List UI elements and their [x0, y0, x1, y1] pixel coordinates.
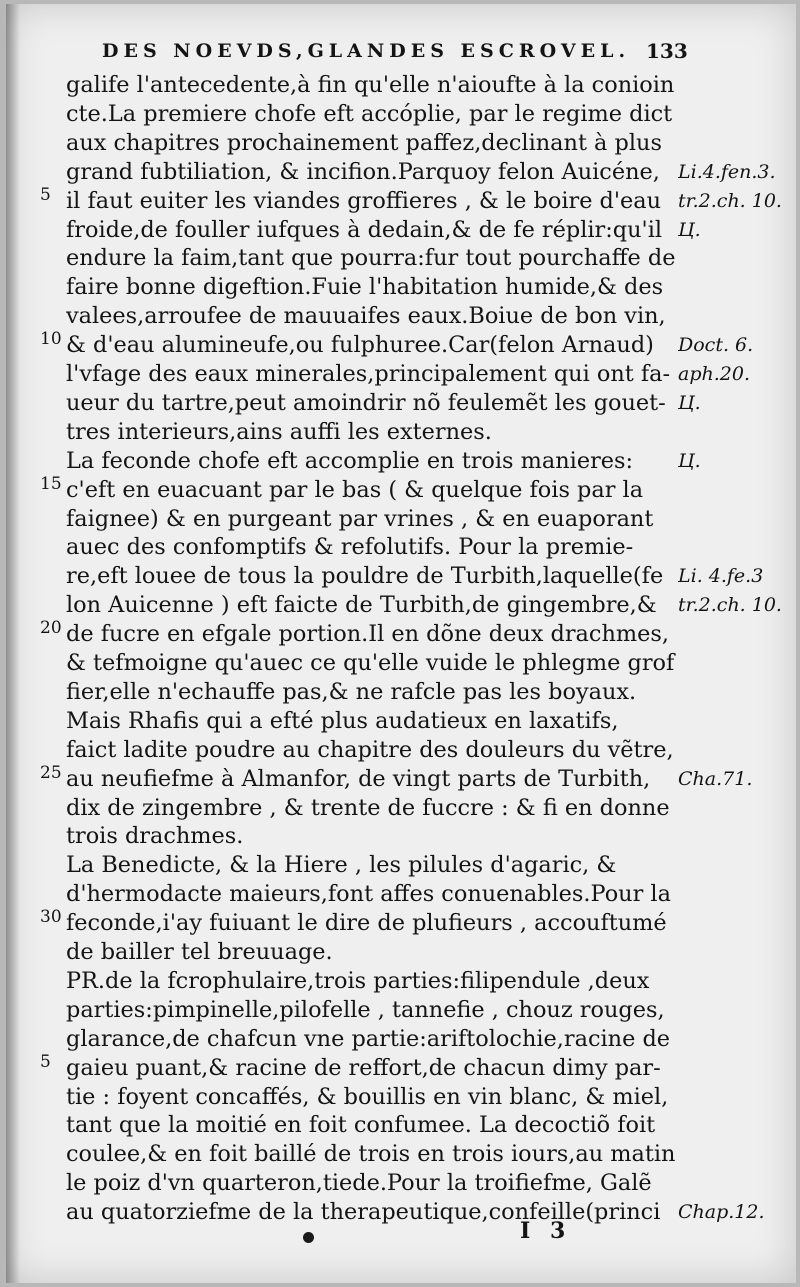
signature-mark: I 3 — [520, 1218, 572, 1244]
marginal-note: Chap.12. — [678, 1201, 765, 1224]
line-number: 15 — [40, 473, 62, 494]
text-line: glarance,de chafcun vne partie:ariftolochie,racine de — [66, 1025, 671, 1052]
text-line: tant que la moitié en foit confumee. La decoctiõ foit — [66, 1112, 656, 1139]
text-line: La feconde chofe eft accomplie en trois manieres: — [66, 447, 634, 474]
text-line: tie : foyent concaffés, & bouillis en vin blanc, & miel, — [66, 1083, 669, 1110]
text-line: dix de zingembre , & trente de fuccre : & fi en donne — [66, 794, 670, 821]
running-head: DES NOEVDS,GLANDES ESCROVEL. — [102, 40, 631, 62]
marginal-note: Ц. — [678, 391, 701, 414]
folio-number: 133 — [646, 39, 688, 63]
text-line: & d'eau alumineufe,ou fulphuree.Car(felon Arnaud) — [66, 332, 654, 359]
text-line: valees,arroufee de mauuaifes eaux.Boiue de bon vin, — [66, 303, 666, 330]
line-number: 30 — [40, 907, 62, 928]
text-line: feconde,i'ay fuiuant le dire de plufieurs , accouftumé — [66, 910, 667, 937]
text-line: il faut euiter les viandes groffieres , & le boire d'eau — [66, 187, 662, 214]
text-line: grand fubtiliation, & incifion.Parquoy felon Auicéne, — [66, 158, 660, 185]
text-line: La Benedicte, & la Hiere , les pilules d'agaric, & — [66, 852, 617, 879]
text-line: endure la faim,tant que pourra:fur tout pourchaffe de — [66, 245, 676, 272]
marginal-note: Li.4.fen.3. — [678, 160, 776, 183]
text-line: tres interieurs,ains auffi les externes. — [66, 418, 492, 445]
book-page — [6, 4, 796, 1283]
gutter-shadow — [6, 4, 20, 1283]
text-line: lon Auicenne ) eft faicte de Turbith,de gingembre,& — [66, 592, 657, 619]
marginal-note: Cha.71. — [678, 767, 753, 790]
marginal-note: tr.2.ch. 10. — [678, 189, 782, 212]
marginal-note: Li. 4.fe.3 — [678, 565, 764, 588]
text-line: de fucre en efgale portion.Il en dõne deux drachmes, — [66, 621, 669, 648]
text-line: re,eft louee de tous la pouldre de Turbith,laquelle(fe — [66, 563, 664, 590]
marginal-note: Doct. 6. — [678, 334, 754, 357]
line-number: 10 — [40, 329, 62, 350]
text-line: PR.de la fcrophulaire,trois parties:filipendule ,deux — [66, 967, 650, 994]
text-line: l'vfage des eaux minerales,principalement qui ont fa- — [66, 361, 671, 387]
text-line: Mais Rhafis qui a efté plus audatieux en laxatifs, — [66, 707, 619, 734]
text-line: gaieu puant,& racine de reffort,de chacun dimy par- — [66, 1054, 661, 1081]
text-line: froide,de fouller iufques à dedain,& de fe réplir:qu'il — [66, 216, 663, 243]
text-line: faict ladite poudre au chapitre des douleurs du vẽtre, — [66, 736, 674, 763]
line-number: 25 — [40, 762, 62, 783]
printer-mark — [303, 1232, 314, 1243]
text-line: cte.La premiere chofe eft accóplie, par le regime dict — [66, 100, 673, 127]
text-line: de bailler tel breuuage. — [66, 939, 333, 965]
text-line: galife l'antecedente,à fin qu'elle n'aioufte à la conioin — [66, 72, 675, 98]
text-line: le poiz d'vn quarteron,tiede.Pour la troifiefme, Galẽ — [66, 1170, 652, 1197]
text-line: au neufiefme à Almanfor, de vingt parts de Turbith, — [66, 765, 651, 792]
text-line: & tefmoigne qu'auec ce qu'elle vuide le phlegme grof — [66, 650, 675, 676]
text-line: parties:pimpinelle,pilofelle , tannefie , chouz rouges, — [66, 996, 665, 1023]
text-line: c'eft en euacuant par le bas ( & quelque fois par la — [66, 476, 644, 503]
text-line: fier,elle n'echauffe pas,& ne rafcle pas les boyaux. — [66, 678, 637, 705]
marginal-note: Ц. — [678, 449, 701, 472]
marginal-note: Ц. — [678, 218, 701, 241]
text-line: aux chapitres prochainement paffez,declinant à plus — [66, 129, 662, 156]
text-line: auec des confomptifs & refolutifs. Pour la premie- — [66, 534, 634, 561]
text-line: faire bonne digeftion.Fuie l'habitation humide,& des — [66, 274, 664, 301]
line-number: 5 — [40, 1051, 51, 1072]
text-line: faignee) & en purgeant par vrines , & en euaporant — [66, 505, 654, 532]
text-line: au quatorziefme de la therapeutique,confeille(princi — [66, 1199, 661, 1226]
line-number: 20 — [40, 618, 62, 639]
text-line: ueur du tartre,peut amoindrir nõ feulemẽt les gouet- — [66, 389, 666, 416]
text-line: d'hermodacte maieurs,font affes conuenables.Pour la — [66, 881, 671, 908]
text-line: coulee,& en foit baillé de trois en trois iours,au matin — [66, 1141, 676, 1168]
marginal-note: tr.2.ch. 10. — [678, 594, 782, 617]
text-line: trois drachmes. — [66, 823, 244, 850]
marginal-note: aph.20. — [678, 363, 750, 385]
line-number: 5 — [40, 184, 51, 205]
